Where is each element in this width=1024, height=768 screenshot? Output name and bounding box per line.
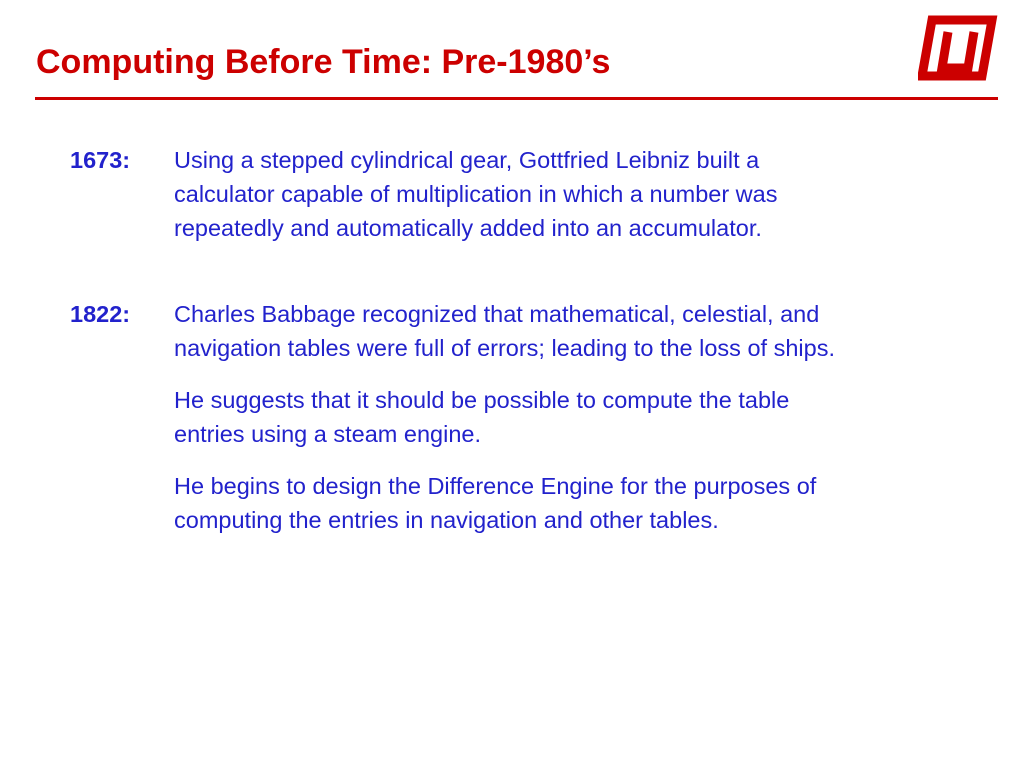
ou-interlocking-logo-icon bbox=[918, 14, 1000, 90]
entry-body bbox=[174, 143, 1010, 245]
entry-paragraph: Using a stepped cylindrical gear, Gottfried Leibniz built a calculator capable of multiplication in which a number was repeatedly and automatically added into an accumulator. bbox=[174, 147, 778, 241]
timeline-entry-1822 bbox=[70, 297, 1010, 537]
entry-paragraph: Charles Babbage recognized that mathematical, celestial, and navigation tables were full of errors; leading to the loss of ships. bbox=[174, 301, 835, 361]
timeline-entry-1673 bbox=[70, 143, 1010, 245]
entry-paragraph: He begins to design the Difference Engine for the purposes of computing the entries in navigation and other tables. bbox=[174, 473, 817, 533]
title-divider bbox=[35, 97, 998, 100]
entry-year: 1673: bbox=[70, 147, 131, 173]
entry-paragraph: He suggests that it should be possible to compute the table entries using a steam engine. bbox=[174, 387, 790, 447]
slide-title: Computing Before Time: Pre-1980’s bbox=[36, 43, 611, 81]
entry-year: 1822: bbox=[70, 301, 131, 327]
entry-body bbox=[174, 297, 1010, 537]
timeline-entries bbox=[70, 143, 1010, 589]
